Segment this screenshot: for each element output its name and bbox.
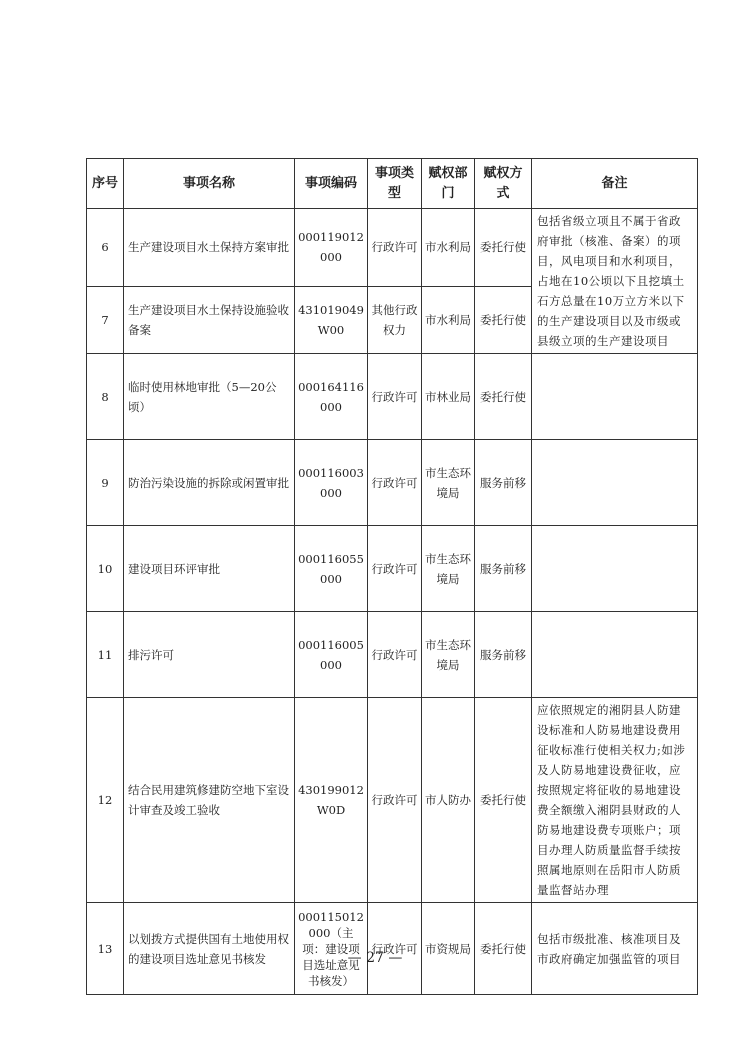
cell-name: 建设项目环评审批 bbox=[124, 526, 295, 612]
cell-dept: 市生态环境局 bbox=[422, 526, 475, 612]
cell-type: 行政许可 bbox=[368, 526, 422, 612]
cell-code: 000115012000（主项：建设项目选址意见书核发） bbox=[295, 903, 368, 995]
cell-code: 000116005000 bbox=[295, 612, 368, 698]
cell-name: 防治污染设施的拆除或闲置审批 bbox=[124, 440, 295, 526]
header-type: 事项类型 bbox=[368, 159, 422, 209]
cell-no: 7 bbox=[87, 286, 124, 353]
cell-type: 其他行政权力 bbox=[368, 286, 422, 353]
header-name: 事项名称 bbox=[124, 159, 295, 209]
table-header-row bbox=[87, 159, 698, 209]
table-row bbox=[87, 698, 698, 903]
cell-name: 生产建设项目水土保持设施验收备案 bbox=[124, 286, 295, 353]
cell-remark: 包括市级批准、核准项目及市政府确定加强监管的项目 bbox=[532, 903, 698, 995]
cell-name: 临时使用林地审批（5—20公顷） bbox=[124, 354, 295, 440]
cell-type: 行政许可 bbox=[368, 354, 422, 440]
cell-type: 行政许可 bbox=[368, 698, 422, 903]
cell-method: 服务前移 bbox=[475, 440, 532, 526]
cell-no: 13 bbox=[87, 903, 124, 995]
cell-remark: 包括省级立项且不属于省政府审批（核准、备案）的项目，风电项目和水利项目，占地在10公顷以下且挖填土石方总量在10万立方米以下的生产建设项目以及市级或县级立项的生产建设项目 bbox=[532, 209, 698, 354]
cell-no: 9 bbox=[87, 440, 124, 526]
cell-no: 11 bbox=[87, 612, 124, 698]
cell-dept: 市人防办 bbox=[422, 698, 475, 903]
cell-code: 430199012W0D bbox=[295, 698, 368, 903]
cell-type: 行政许可 bbox=[368, 903, 422, 995]
header-method: 赋权方式 bbox=[475, 159, 532, 209]
cell-code: 431019049W00 bbox=[295, 286, 368, 353]
cell-code: 000119012000 bbox=[295, 209, 368, 287]
table-row bbox=[87, 354, 698, 440]
cell-no: 8 bbox=[87, 354, 124, 440]
cell-dept: 市生态环境局 bbox=[422, 612, 475, 698]
cell-name: 生产建设项目水土保持方案审批 bbox=[124, 209, 295, 287]
cell-name: 以划拨方式提供国有土地使用权的建设项目选址意见书核发 bbox=[124, 903, 295, 995]
cell-no: 10 bbox=[87, 526, 124, 612]
cell-remark bbox=[532, 612, 698, 698]
cell-dept: 市资规局 bbox=[422, 903, 475, 995]
cell-remark: 应依照规定的湘阴县人防建设标准和人防易地建设费用征收标准行使相关权力;如涉及人防易地建设费征收，应按照规定将征收的易地建设费全额缴入湘阴县财政的人防易地建设费专项账户；项目办理人防质量监督手续按照属地原则在岳阳市人防质量监督站办理 bbox=[532, 698, 698, 903]
cell-no: 6 bbox=[87, 209, 124, 287]
table-row bbox=[87, 526, 698, 612]
header-no: 序号 bbox=[87, 159, 124, 209]
table-row bbox=[87, 209, 698, 287]
cell-remark bbox=[532, 354, 698, 440]
cell-type: 行政许可 bbox=[368, 612, 422, 698]
cell-name: 结合民用建筑修建防空地下室设计审查及竣工验收 bbox=[124, 698, 295, 903]
cell-name: 排污许可 bbox=[124, 612, 295, 698]
table-row bbox=[87, 903, 698, 995]
cell-dept: 市水利局 bbox=[422, 286, 475, 353]
cell-type: 行政许可 bbox=[368, 440, 422, 526]
table-row bbox=[87, 612, 698, 698]
cell-method: 委托行使 bbox=[475, 209, 532, 287]
cell-dept: 市生态环境局 bbox=[422, 440, 475, 526]
cell-method: 委托行使 bbox=[475, 903, 532, 995]
cell-code: 000164116000 bbox=[295, 354, 368, 440]
cell-type: 行政许可 bbox=[368, 209, 422, 287]
cell-dept: 市林业局 bbox=[422, 354, 475, 440]
cell-code: 000116003000 bbox=[295, 440, 368, 526]
matters-table bbox=[86, 158, 698, 995]
cell-method: 委托行使 bbox=[475, 354, 532, 440]
cell-remark bbox=[532, 526, 698, 612]
cell-method: 委托行使 bbox=[475, 698, 532, 903]
header-code: 事项编码 bbox=[295, 159, 368, 209]
cell-code: 000116055000 bbox=[295, 526, 368, 612]
page-number: — 27 — bbox=[347, 950, 403, 966]
table-row bbox=[87, 440, 698, 526]
cell-method: 委托行使 bbox=[475, 286, 532, 353]
cell-remark bbox=[532, 440, 698, 526]
cell-no: 12 bbox=[87, 698, 124, 903]
header-dept: 赋权部门 bbox=[422, 159, 475, 209]
cell-method: 服务前移 bbox=[475, 612, 532, 698]
cell-dept: 市水利局 bbox=[422, 209, 475, 287]
cell-method: 服务前移 bbox=[475, 526, 532, 612]
header-remark: 备注 bbox=[532, 159, 698, 209]
